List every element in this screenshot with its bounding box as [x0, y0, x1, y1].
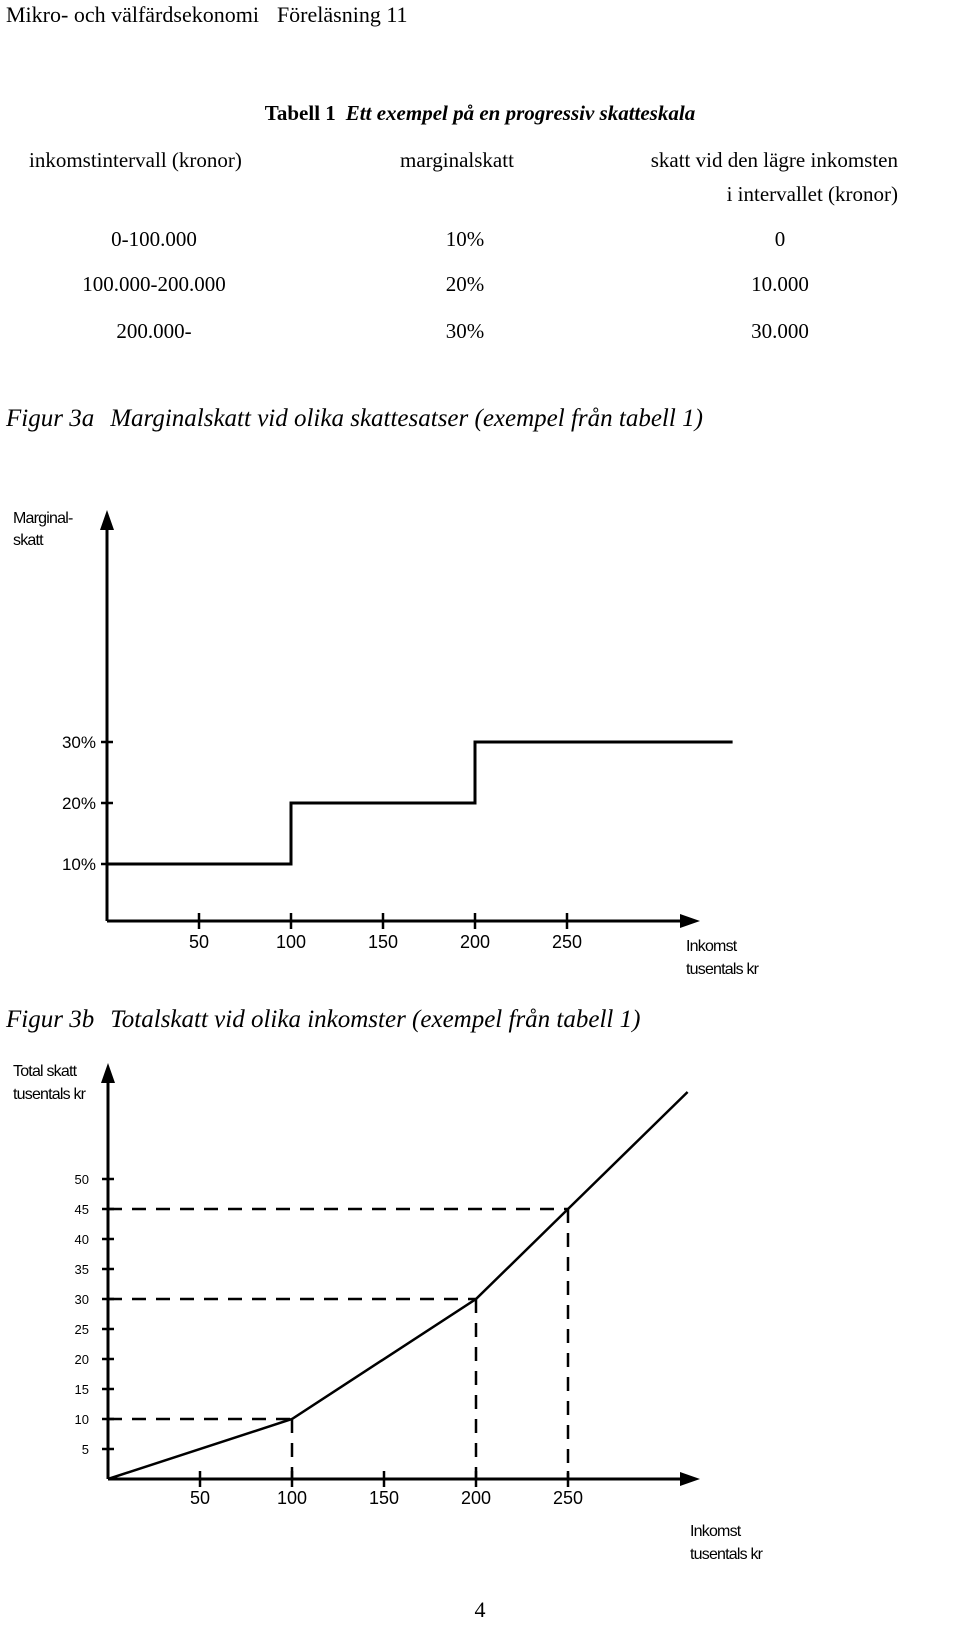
- y-axis-label: skatt: [13, 532, 43, 549]
- x-tick-label: 250: [552, 1488, 584, 1508]
- y-tick-label: 10: [74, 1412, 89, 1427]
- column-header-tax-line1: skatt vid den lägre inkomsten: [650, 148, 898, 172]
- table-cell-interval-2: 100.000-200.000: [82, 272, 226, 296]
- x-tick-label: 100: [275, 932, 307, 952]
- figure-3b-title: Totalskatt vid olika inkomster (exempel från tabell 1): [110, 1006, 641, 1033]
- lecture-title: Föreläsning 11: [276, 2, 408, 27]
- y-axis-label: Marginal-: [13, 510, 73, 527]
- y-tick-label: 10%: [61, 855, 96, 874]
- column-header-tax-line2: i intervallet (kronor): [726, 182, 898, 206]
- x-axis-label: tusentals kr: [686, 961, 759, 978]
- y-tick-label: 45: [74, 1202, 89, 1217]
- x-axis-label: Inkomst: [686, 938, 737, 955]
- x-tick-label: 250: [551, 932, 583, 952]
- column-header-interval: inkomstintervall (kronor): [29, 148, 242, 172]
- figure-3a-chart: [13, 510, 760, 978]
- figure-3b-number: Figur 3b: [6, 1006, 95, 1033]
- y-tick-label: 20%: [61, 794, 96, 813]
- y-tick-label: 15: [74, 1382, 89, 1397]
- x-axis-label: tusentals kr: [690, 1546, 763, 1563]
- x-tick-label: 150: [368, 1488, 400, 1508]
- x-tick-label: 100: [276, 1488, 308, 1508]
- x-tick-label: 200: [460, 1488, 492, 1508]
- y-tick-label: 35: [74, 1262, 89, 1277]
- table-cell-rate-3: 30%: [445, 319, 485, 343]
- y-tick-label: 20: [74, 1352, 89, 1367]
- table-cell-interval-3: 200.000-: [116, 319, 192, 343]
- total-tax-line: [108, 1092, 688, 1479]
- figure-3b-chart: [13, 1063, 764, 1563]
- y-tick-label: 30: [74, 1292, 89, 1307]
- x-axis-arrow: [680, 914, 700, 928]
- table-title: Ett exempel på en progressiv skatteskala: [345, 101, 696, 125]
- x-tick-label: 50: [188, 932, 210, 952]
- column-header-rate: marginalskatt: [400, 148, 514, 172]
- table-cell-rate-2: 20%: [445, 272, 485, 296]
- table-cell-tax-1: 0: [774, 227, 786, 251]
- y-axis-label: Total skatt: [13, 1063, 77, 1080]
- table-cell-interval-1: 0-100.000: [111, 227, 197, 251]
- x-tick-label: 200: [459, 932, 491, 952]
- marginal-tax-step-line: [107, 742, 733, 864]
- table-cell-rate-1: 10%: [445, 227, 485, 251]
- y-tick-label: 30%: [61, 733, 96, 752]
- table-cell-tax-3: 30.000: [751, 319, 809, 343]
- table-cell-tax-2: 10.000: [751, 272, 809, 296]
- y-tick-label: 25: [74, 1322, 89, 1337]
- y-axis-arrow: [100, 510, 114, 530]
- table-number: Tabell 1: [264, 101, 336, 125]
- course-title: Mikro- och välfärdsekonomi: [6, 2, 259, 27]
- figure-3a-title: Marginalskatt vid olika skattesatser (exempel från tabell 1): [110, 405, 703, 432]
- page-number: 4: [474, 1597, 486, 1622]
- x-tick-label: 150: [367, 932, 399, 952]
- y-tick-label: 50: [74, 1172, 89, 1187]
- x-tick-label: 50: [189, 1488, 211, 1508]
- figure-3a-number: Figur 3a: [6, 405, 95, 432]
- y-tick-label: 5: [81, 1442, 89, 1457]
- y-tick-label: 40: [74, 1232, 89, 1247]
- x-axis-label: Inkomst: [690, 1523, 741, 1540]
- x-axis-arrow: [680, 1472, 700, 1486]
- y-axis-label: tusentals kr: [13, 1086, 86, 1103]
- y-axis-arrow: [101, 1063, 115, 1083]
